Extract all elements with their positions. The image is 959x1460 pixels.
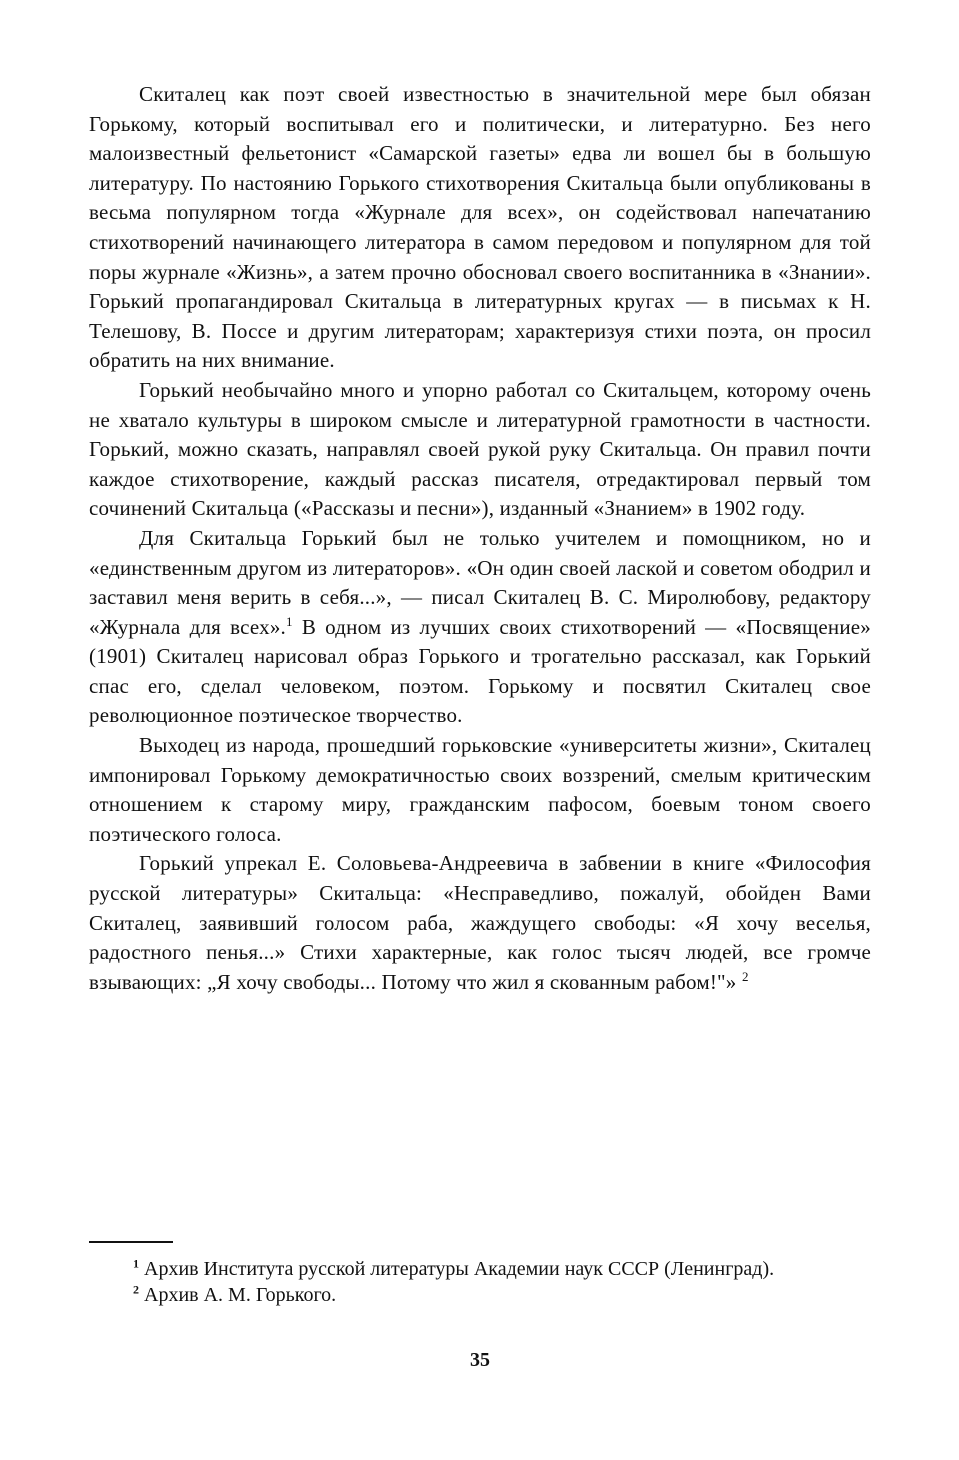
footnotes xyxy=(89,1256,871,1308)
paragraph-1: Скиталец как поэт своей известностью в значительной мере был обязан Горькому, который воспитывал его и политически, и литературно. Без него малоизвестный фельетонист «Самарской газеты» едва ли вошел бы в большую литературу. По настоянию Горького стихотворения Скитальца были опубликованы в весьма популярном тогда «Журнале для всех», он содействовал напечатанию стихотворений начинающего литератора в самом передовом и популярном для той поры журнале «Жизнь», а затем прочно обосновал своего воспитанника в «Знании». Горький пропагандировал Скитальца в литературных кругах — в письмах к Н. Телешову, В. Поссе и другим литераторам; характеризуя стихи поэта, он просил обратить на них внимание. xyxy=(89,82,871,373)
footnote-divider xyxy=(89,1241,173,1243)
paragraph-5 xyxy=(89,849,871,997)
footnote-text-2: Архив А. М. Горького. xyxy=(144,1284,337,1306)
paragraph-4: Выходец из народа, прошедший горьковские «университеты жизни», Скиталец импонировал Горькому демократичностью своих воззрений, смелым критическим отношением к старому миру, гражданским пафосом, боевым тоном своего поэтического голоса. xyxy=(89,733,871,846)
footnote-text-1: Архив Института русской литературы Академии наук СССР (Ленинград). xyxy=(144,1258,775,1280)
paragraph-3 xyxy=(89,524,871,731)
page-number: 35 xyxy=(470,1349,490,1371)
main-text xyxy=(89,80,871,997)
footnote-mark-2: 2 xyxy=(133,1282,139,1297)
footnote-mark-1: 1 xyxy=(133,1256,139,1271)
paragraph-2: Горький необычайно много и упорно работал со Скитальцем, которому очень не хватало культуры в широком смысле и литературной грамотности в частности. Горький, можно сказать, направлял своей рукой руку Скитальца. Он правил почти каждое стихотворение, каждый рассказ писателя, отредактировал первый том сочинений Скитальца («Рассказы и песни»), изданный «Знанием» в 1902 году. xyxy=(89,377,871,521)
footnote-reference-2: 2 xyxy=(741,968,749,984)
footnote-1 xyxy=(89,1256,871,1282)
footnote-reference-1: 1 xyxy=(285,613,293,629)
paragraph-5-text-before: Горький упрекал Е. Соловьева-Андреевича в забвении в книге «Философия русской литературы» Скитальца: «Несправедливо, пожалуй, обойден Вами Скиталец, заявивший голосом раба, жаждущего свободы: «Я хочу веселья, радостного пенья...» Стихи характерные, как голос тысяч людей, все громче взывающих: „Я хочу свободы... Потому что жил я скованным рабом!"» xyxy=(89,851,871,994)
paragraph-3-text-after: В одном из лучших своих стихотворений — «Посвящение» (1901) Скиталец нарисовал образ Горького и трогательно рассказал, как Горький спас его, сделал человеком, поэтом. Горькому и посвятил Скиталец свое революционное поэтическое творчество. xyxy=(89,614,871,728)
paragraph-3-text-before: Для Скитальца Горький был не только учителем и помощником, но и «единственным другом из литераторов». «Он один своей лаской и советом ободрил и заставил меня верить в себя...», — писал Скиталец В. С. Миролюбову, редактору «Журнала для всех». xyxy=(89,525,871,639)
footnote-2 xyxy=(89,1282,871,1308)
book-page xyxy=(89,80,871,1420)
